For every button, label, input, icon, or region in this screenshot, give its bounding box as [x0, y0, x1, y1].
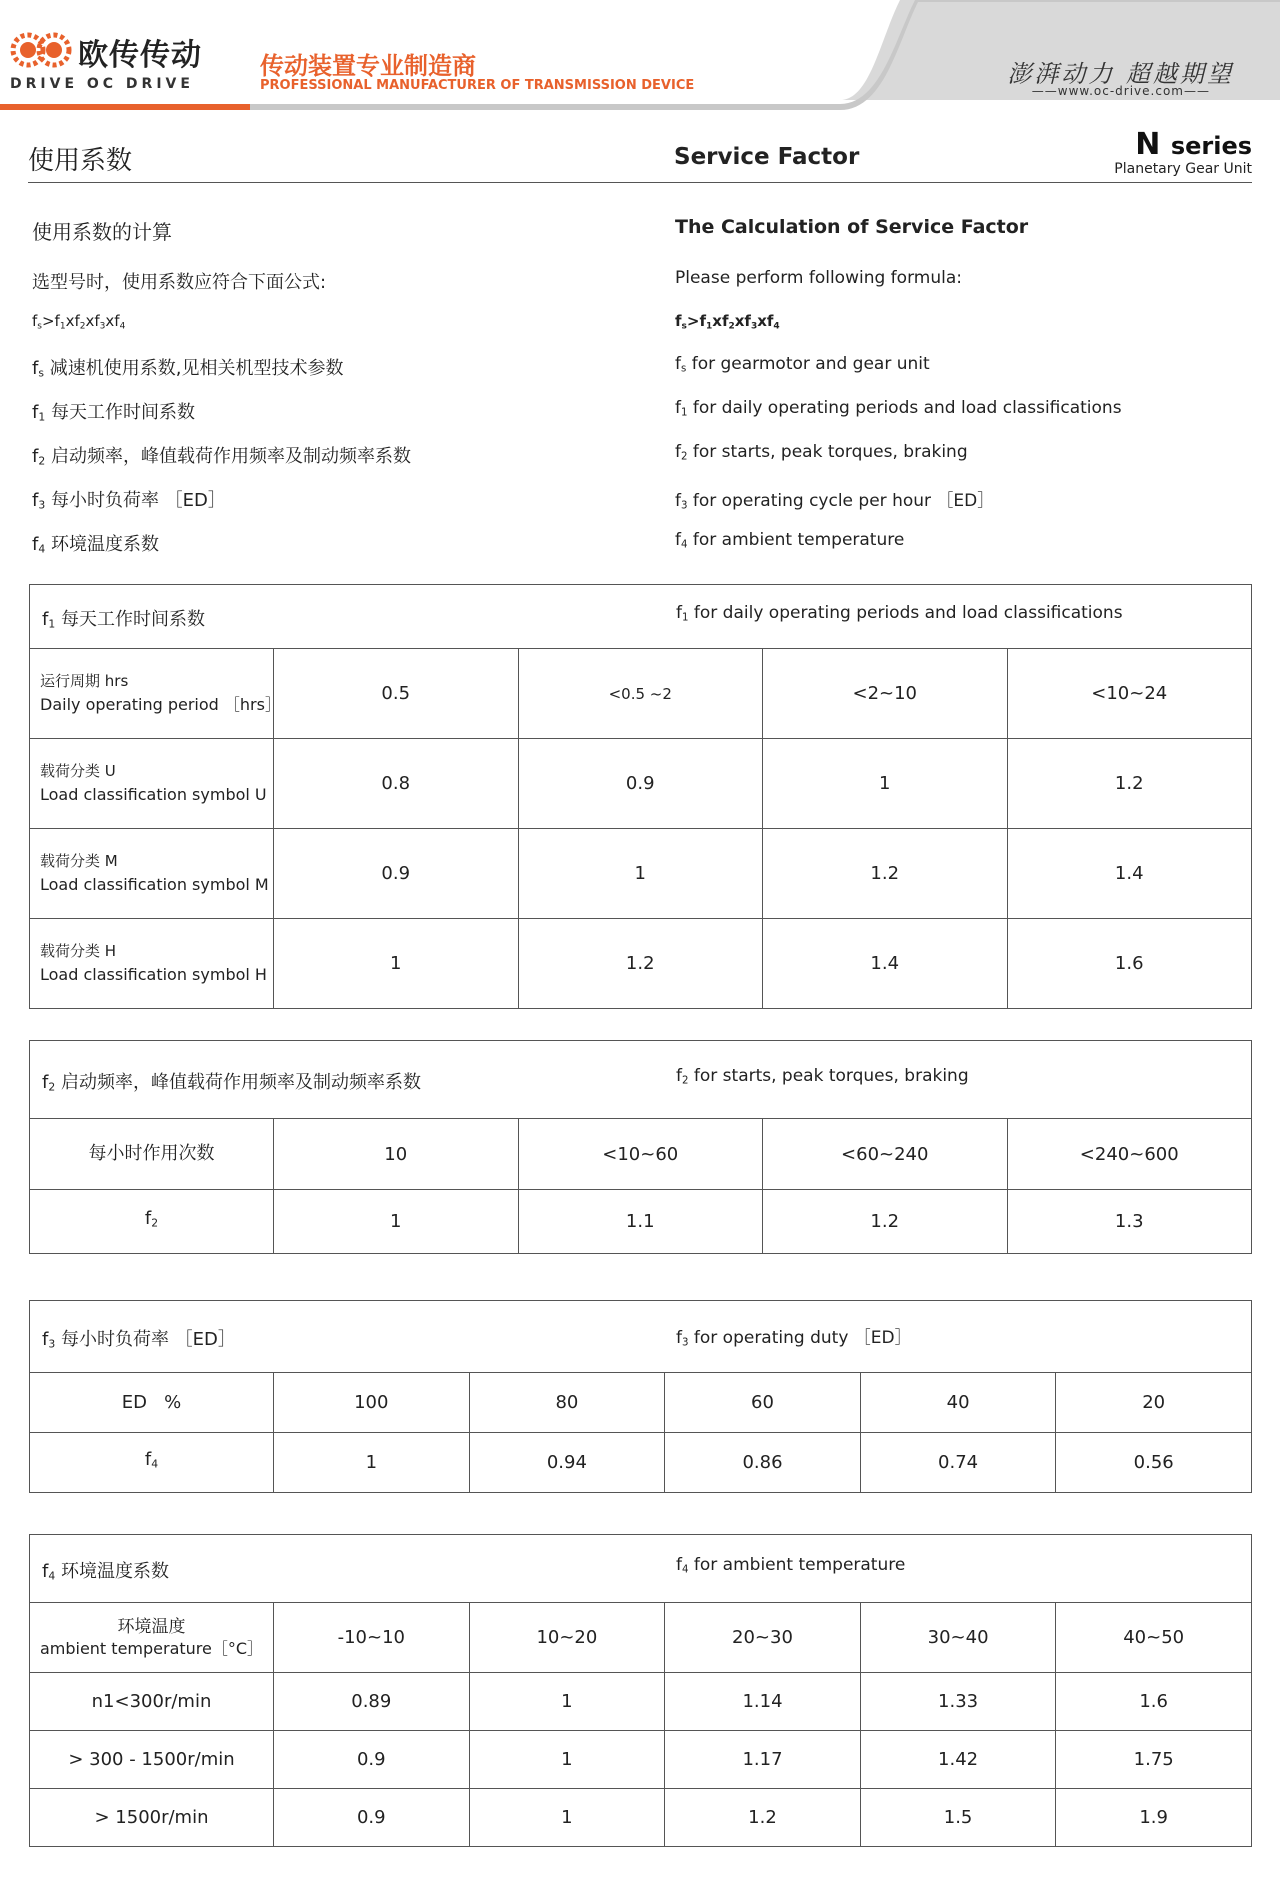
- table-row: [30, 1603, 1252, 1673]
- item-f3-en: $f_3$ for operating cycle per hour ［ED］: [675, 491, 995, 512]
- table-f2-title-row: [30, 1041, 1252, 1119]
- table-cell: 1.4: [1007, 829, 1252, 919]
- table-cell: <2~10: [763, 649, 1008, 739]
- table-f1-title: [30, 585, 1252, 649]
- table-row: [30, 1789, 1252, 1847]
- intro-item-f1: [30, 398, 1250, 432]
- table-f1-title-en: $f_1$ for daily operating periods and load classifications: [676, 603, 1123, 624]
- table-cell: 1.2: [665, 1789, 861, 1847]
- table-cell: 0.86: [665, 1433, 861, 1493]
- table-row: [30, 919, 1252, 1009]
- table-cell: 1: [518, 829, 763, 919]
- row-label: $f_2$: [30, 1190, 274, 1254]
- item-f4-en: $f_4$ for ambient temperature: [675, 530, 905, 551]
- series-subtitle: Planetary Gear Unit: [1114, 161, 1252, 177]
- intro-item-fs: [30, 354, 1250, 388]
- page-title-en: Service Factor: [674, 144, 860, 170]
- logo-text-en: DRIVE OC DRIVE: [10, 76, 194, 92]
- gear-logo-icon: [10, 26, 76, 76]
- table-row: [30, 1190, 1252, 1254]
- table-cell: 1.1: [518, 1190, 763, 1254]
- table-cell: 1.5: [860, 1789, 1056, 1847]
- series-word: series: [1170, 132, 1252, 160]
- intro-heading-cn: 使用系数的计算: [32, 220, 172, 244]
- table-cell: 0.74: [860, 1433, 1056, 1493]
- table-f1-head-label: 运行周期 hrs Daily operating period ［hrs］: [30, 649, 274, 739]
- formula-en: $f_s>f_1xf_2xf_3xf_4$: [675, 312, 780, 332]
- table-cell: 1: [763, 739, 1008, 829]
- table-f1-title-row: [30, 585, 1252, 649]
- table-cell: 1.14: [665, 1673, 861, 1731]
- intro-item-f4: [30, 530, 1250, 564]
- row-label: ED %: [30, 1373, 274, 1433]
- table-cell: 1: [469, 1731, 665, 1789]
- row-label: 载荷分类 H Load classification symbol H: [30, 919, 274, 1009]
- row-label: 环境温度 ambient temperature［°C］: [30, 1603, 274, 1673]
- accent-line: [0, 104, 250, 110]
- table-f4-title-cn: $f_4$ 环境温度系数: [42, 1561, 169, 1583]
- table-cell: 20~30: [665, 1603, 861, 1673]
- table-cell: 0.89: [274, 1673, 470, 1731]
- table-cell: <240~600: [1007, 1119, 1252, 1190]
- item-f2-cn: $f_2$ 启动频率，峰值载荷作用频率及制动频率系数: [32, 446, 411, 468]
- table-cell: <60~240: [763, 1119, 1008, 1190]
- table-f4-title: [30, 1535, 1252, 1603]
- table-cell: 1.4: [763, 919, 1008, 1009]
- table-f4: [29, 1534, 1252, 1847]
- table-cell: 0.9: [274, 1731, 470, 1789]
- tagline-en: PROFESSIONAL MANUFACTURER OF TRANSMISSION DEVICE: [260, 78, 695, 93]
- table-cell: 1.75: [1056, 1731, 1252, 1789]
- table-cell: 1.3: [1007, 1190, 1252, 1254]
- item-f4-cn: $f_4$ 环境温度系数: [32, 534, 159, 556]
- table-cell: <10~24: [1007, 649, 1252, 739]
- table-cell: 1.2: [763, 1190, 1008, 1254]
- tagline-cn: 传动装置专业制造商: [260, 52, 476, 80]
- table-cell: 1.2: [1007, 739, 1252, 829]
- table-cell: 100: [274, 1373, 470, 1433]
- row-label: 每小时作用次数: [30, 1119, 274, 1190]
- table-f2-title: [30, 1041, 1252, 1119]
- table-f3-title-cn: $f_3$ 每小时负荷率 ［ED］: [42, 1329, 236, 1351]
- table-row: [30, 1673, 1252, 1731]
- table-cell: 0.56: [1056, 1433, 1252, 1493]
- table-cell: 1.17: [665, 1731, 861, 1789]
- table-cell: 40: [860, 1373, 1056, 1433]
- row-label: $f_4$: [30, 1433, 274, 1493]
- page-title-cn: 使用系数: [28, 146, 133, 176]
- table-row: [30, 829, 1252, 919]
- table-cell: 10: [274, 1119, 519, 1190]
- table-cell: 1: [469, 1673, 665, 1731]
- row-label: 载荷分类 U Load classification symbol U: [30, 739, 274, 829]
- table-cell: 20: [1056, 1373, 1252, 1433]
- intro-lead-row: [30, 268, 1250, 302]
- table-row: [30, 1119, 1252, 1190]
- intro-heading-en: The Calculation of Service Factor: [675, 216, 1029, 238]
- table-cell: 60: [665, 1373, 861, 1433]
- table-cell: 30~40: [860, 1603, 1056, 1673]
- table-f3: [29, 1300, 1252, 1493]
- table-f2-title-en: $f_2$ for starts, peak torques, braking: [676, 1066, 969, 1087]
- table-f3-title-en: $f_3$ for operating duty ［ED］: [676, 1328, 912, 1349]
- table-cell: 0.5: [274, 649, 519, 739]
- table-row: [30, 649, 1252, 739]
- title-row: [28, 127, 1252, 183]
- website-text: ——www.oc-drive.com——: [1031, 84, 1210, 98]
- series-letter: N: [1135, 127, 1161, 162]
- table-f2: [29, 1040, 1252, 1254]
- table-cell: 0.9: [274, 1789, 470, 1847]
- row-label: n1<300r/min: [30, 1673, 274, 1731]
- slogan: 澎湃动力 超越期望: [1007, 60, 1234, 88]
- item-f1-cn: $f_1$ 每天工作时间系数: [32, 402, 195, 424]
- company-logo: [10, 26, 200, 96]
- table-cell: 1: [274, 1433, 470, 1493]
- table-row: [30, 1433, 1252, 1493]
- table-f1: [29, 584, 1252, 1009]
- intro-item-f2: [30, 442, 1250, 476]
- page-header: [0, 0, 1280, 112]
- table-f3-title: [30, 1301, 1252, 1373]
- website-url: www.oc-drive.com: [1057, 84, 1184, 98]
- table-f3-title-row: [30, 1301, 1252, 1373]
- intro-lead-cn: 选型号时，使用系数应符合下面公式:: [32, 272, 327, 293]
- formula-cn: $f_s>f_1xf_2xf_3xf_4$: [32, 312, 126, 332]
- table-f4-title-en: $f_4$ for ambient temperature: [676, 1555, 906, 1576]
- table-cell: 1: [469, 1789, 665, 1847]
- table-cell: 0.8: [274, 739, 519, 829]
- table-cell: 1.33: [860, 1673, 1056, 1731]
- intro-heading-row: [30, 216, 1250, 250]
- table-f2-title-cn: $f_2$ 启动频率，峰值载荷作用频率及制动频率系数: [42, 1072, 421, 1094]
- table-row: [30, 739, 1252, 829]
- table-f1-title-cn: $f_1$ 每天工作时间系数: [42, 609, 205, 631]
- table-cell: <0.5 ~2: [518, 649, 763, 739]
- table-cell: 1.42: [860, 1731, 1056, 1789]
- table-cell: 40~50: [1056, 1603, 1252, 1673]
- item-f1-en: $f_1$ for daily operating periods and load classifications: [675, 398, 1122, 419]
- table-cell: 0.9: [518, 739, 763, 829]
- table-cell: 1: [274, 919, 519, 1009]
- table-cell: 1.2: [518, 919, 763, 1009]
- table-cell: 1.9: [1056, 1789, 1252, 1847]
- intro-item-f3: [30, 486, 1250, 520]
- row-label: > 1500r/min: [30, 1789, 274, 1847]
- row-label: > 300 - 1500r/min: [30, 1731, 274, 1789]
- table-row: [30, 1373, 1252, 1433]
- item-fs-cn: $f_s$ 减速机使用系数,见相关机型技术参数: [32, 358, 344, 380]
- item-fs-en: $f_s$ for gearmotor and gear unit: [675, 354, 930, 375]
- logo-text-cn: 欧传传动: [78, 38, 202, 73]
- table-cell: 0.9: [274, 829, 519, 919]
- table-row: [30, 1731, 1252, 1789]
- item-f2-en: $f_2$ for starts, peak torques, braking: [675, 442, 968, 463]
- table-cell: 0.94: [469, 1433, 665, 1493]
- table-cell: 80: [469, 1373, 665, 1433]
- table-cell: 1.6: [1056, 1673, 1252, 1731]
- series-label: [1114, 127, 1252, 177]
- table-cell: 1: [274, 1190, 519, 1254]
- table-cell: <10~60: [518, 1119, 763, 1190]
- table-cell: 10~20: [469, 1603, 665, 1673]
- table-cell: 1.2: [763, 829, 1008, 919]
- item-f3-cn: $f_3$ 每小时负荷率 ［ED］: [32, 490, 226, 512]
- intro-lead-en: Please perform following formula:: [675, 268, 962, 288]
- table-cell: -10~10: [274, 1603, 470, 1673]
- intro-formula-row: [30, 312, 1250, 346]
- table-cell: 1.6: [1007, 919, 1252, 1009]
- row-label: 载荷分类 M Load classification symbol M: [30, 829, 274, 919]
- table-f4-title-row: [30, 1535, 1252, 1603]
